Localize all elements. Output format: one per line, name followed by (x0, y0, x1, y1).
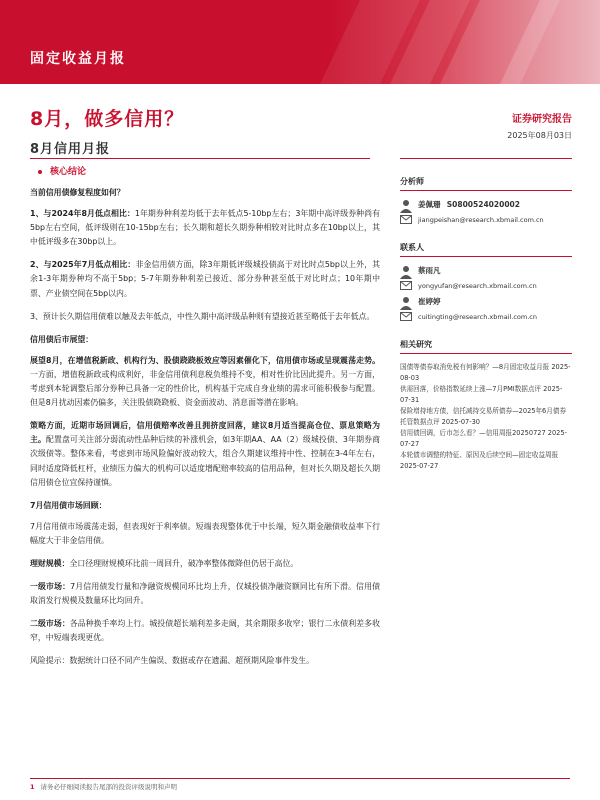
related-report-link[interactable]: 保险增持地方债，信托减持交易所债券—2025年6月债券托管数据点评 2025-07-30 (400, 407, 567, 426)
analyst-name: 姜佩珊 (418, 200, 441, 209)
paragraph: 7月信用债市场震荡走弱，但表现好于利率债。短端表现整体优于中长端，短久期金融债收益率下行幅度大于非金信用债。 (30, 521, 380, 545)
footer (30, 782, 177, 791)
mail-icon (400, 312, 412, 321)
person-icon (400, 296, 412, 310)
paragraph: 策略方面，近期市场回调后，信用债赔率改善且拥挤度回落，建议8月适当提高仓位、票息策略为主。配置盘可关注部分弱流动性品种后续的补涨机会，如3年期AA、AA（2）级城投债、3年期券商次级债等。整体来看，考虑到市场风险偏好波动较大，组合久期建议维持中性、控制在3-4年左右，同时适度降低杠杆，业绩压力偏大的机构可以适度增配赔率较高的信用品种，但对长久期及超长久期信用债仓位宜保持谨慎。 (30, 421, 380, 487)
main-content (30, 184, 380, 678)
banner-pattern-icon (0, 0, 600, 84)
person-icon (400, 199, 412, 213)
sidebar-divider (400, 158, 572, 159)
sidebar (400, 176, 572, 472)
report-date: 2025年08月03日 (507, 131, 572, 140)
analyst-license: S0800524020002 (446, 200, 520, 209)
contact-card (400, 296, 572, 321)
related-report-link[interactable]: 本轮债市调整的特征、原因及后续空间—固定收益周报 2025-07-27 (400, 451, 559, 470)
person-icon (400, 265, 412, 279)
footer-divider (30, 778, 570, 779)
contact-name: 崔婷婷 (418, 297, 441, 306)
risk-warning: 风险提示：数据统计口径不同产生偏误、数据或存在遗漏、超预期风险事件发生。 (30, 656, 315, 666)
paragraph: 3、预计长久期信用债难以触及去年低点，中性久期中高评级品种则有望接近甚至略低于去年低点。 (30, 311, 375, 321)
related-report-link[interactable]: 供需回落，价格指数延续上涨—7月PMI数据点评 2025-07-31 (400, 385, 563, 404)
banner-title: 固定收益月报 (30, 51, 126, 67)
title-divider (30, 158, 370, 159)
related-report-link[interactable]: 信用债回调，后市怎么看？—信用周报20250727 2025-07-27 (400, 429, 567, 448)
section-review: 7月信用债市场回顾： (30, 500, 107, 510)
paragraph: 理财规模：全口径理财规模环比前一周回升，破净率整体微降但仍居于高位。 (30, 558, 299, 568)
footer-disclaimer: 请务必仔细阅读报告尾部的投资评级说明和声明 (40, 783, 178, 791)
page-title: 8月，做多信用？ (30, 108, 185, 130)
contact-card (400, 265, 572, 290)
analyst-email[interactable]: jiangpeishan@research.xbmail.com.cn (418, 216, 544, 224)
mail-icon (400, 281, 412, 290)
contact-email[interactable]: cuitingting@research.xbmail.com.cn (418, 313, 537, 321)
mail-icon (400, 215, 412, 224)
contact-heading: 联系人 (400, 242, 572, 257)
report-type: 证券研究报告 (512, 114, 572, 125)
contact-name: 蔡雨凡 (418, 266, 441, 275)
page-subtitle: 8月信用月报 (30, 142, 111, 157)
related-heading: 相关研究 (400, 339, 572, 354)
core-conclusion-label: 核心结论 (38, 164, 86, 177)
section-question: 当前信用债修复程度如何？ (30, 188, 125, 197)
paragraph: 一级市场：7月信用债发行量和净融资规模同环比均上升，仅城投债净融资额同比有所下滑。信用债取消发行规模及数量环比均回升。 (30, 582, 380, 606)
paragraph: 2、与2025年7月低点相比：非金信用债方面，除3年期低评级城投债高于对比时点5bp以上外，其余1-3年期券种均不高于5bp；5-7年期券种利差已接近、部分券种甚至低于对比时点；10年期中票、产业债空间在5bp以内。 (30, 260, 380, 298)
paragraph: 二级市场：各品种换手率均上行。城投债超长端利差多走阔，其余期限多收窄；银行二永债利差多收窄，中短端表现更优。 (30, 619, 380, 643)
analyst-heading: 分析师 (400, 176, 572, 191)
header-banner (0, 0, 600, 84)
paragraph: 展望8月，在增值税新政、机构行为、股债跷跷板效应等因素催化下，信用债市场或呈现震荡走势。一方面，增值税新政或构成利好，非金信用债利息税负维持不变，相对性价比因此提升。另一方面，考虑到本轮调整后部分券种已具备一定的性价比，机构基于完成自身业绩的需求可能积极参与配置。但是8月扰动因素仍偏多，关注股债跷跷板、资金面波动、消息面等潜在影响。 (30, 355, 380, 408)
related-report-link[interactable]: 国债等债券取消免税有何影响？—8月固定收益月报 2025-08-03 (400, 363, 571, 382)
section-outlook: 信用债后市展望： (30, 334, 94, 344)
contact-email[interactable]: yongyufan@research.xbmail.com.cn (418, 282, 537, 290)
page-number: 1 (30, 783, 35, 791)
analyst-card (400, 199, 572, 224)
paragraph: 1、与2024年8月低点相比：1年期券种利差均低于去年低点5-10bp左右；3年期中高评级券种尚有5bp左右空间，低评级则在10-15bp左右；长久期和超长久期券种相较对比时点多在10bp以上，其中低评级多在30bp以上。 (30, 209, 380, 247)
